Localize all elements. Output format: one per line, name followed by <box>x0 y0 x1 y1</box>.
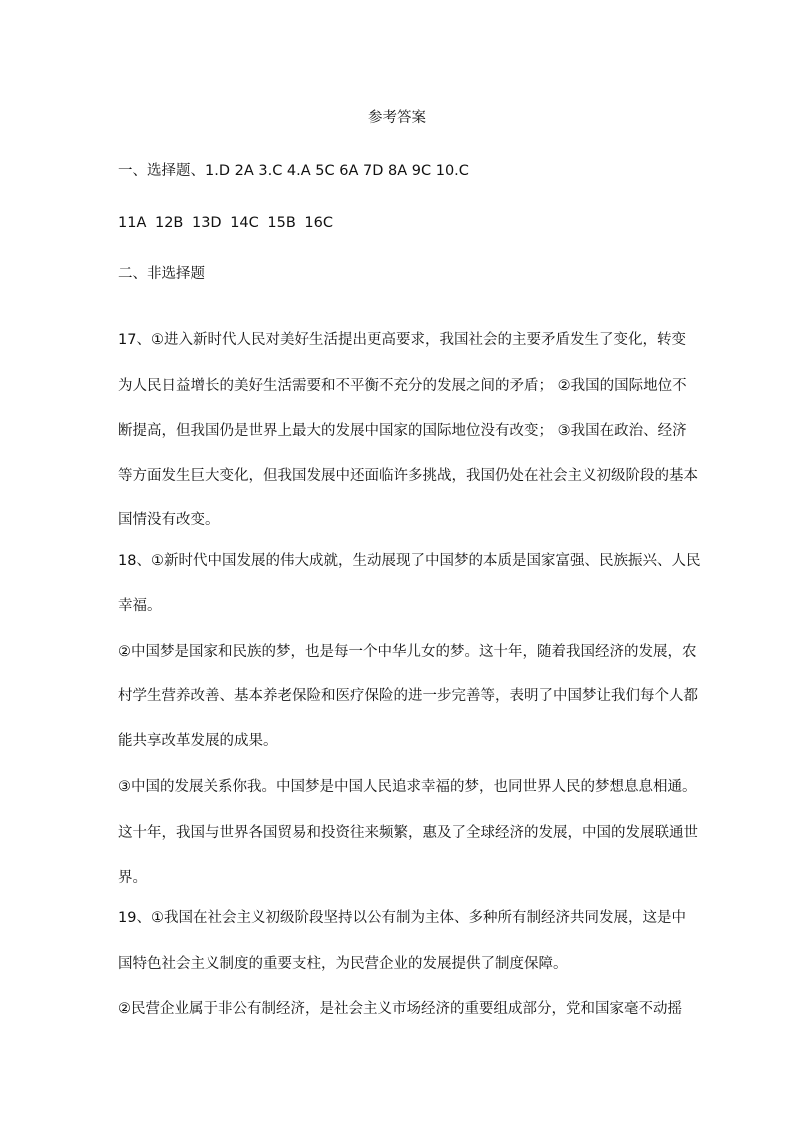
answer-19-line-3: ②民营企业属于非公有制经济，是社会主义市场经济的重要组成部分，党和国家毫不动摇 <box>118 1001 682 1017</box>
answer-18-line-1: 18、①新时代中国发展的伟大成就，生动展现了中国梦的本质是国家富强、民族振兴、人民 <box>118 553 701 569</box>
answer-19-line-1: 19、①我国在社会主义初级阶段坚持以公有制为主体、多种所有制经济共同发展，这是中 <box>118 910 686 926</box>
answer-17-line-3: 断提高，但我国仍是世界上最大的发展中国家的国际地位没有改变； ③我国在政治、经济 <box>118 423 687 439</box>
answer-18-line-6: ③中国的发展关系你我。中国梦是中国人民追求幸福的梦，也同世界人民的梦想息息相通。 <box>118 779 697 795</box>
answer-17-line-5: 国情没有改变。 <box>118 512 220 528</box>
answer-19-line-2: 国特色社会主义制度的重要支柱，为民营企业的发展提供了制度保障。 <box>118 956 568 972</box>
answer-18-line-3: ②中国梦是国家和民族的梦，也是每一个中华儿女的梦。这十年，随着我国经济的发展，农 <box>118 644 697 660</box>
section-heading-non-choice: 二、非选择题 <box>118 266 205 282</box>
answer-17-line-2: 为人民日益增长的美好生活需要和不平衡不充分的发展之间的矛盾； ②我国的国际地位不 <box>118 378 687 394</box>
choice-answers-line-1: 一、选择题、1.D 2A 3.C 4.A 5C 6A 7D 8A 9C 10.C <box>118 163 469 179</box>
answer-18-line-5: 能共享改革发展的成果。 <box>118 733 278 749</box>
answer-17-line-1: 17、①进入新时代人民对美好生活提出更高要求，我国社会的主要矛盾发生了变化，转变 <box>118 332 686 348</box>
answer-18-line-7: 这十年，我国与世界各国贸易和投资往来频繁，惠及了全球经济的发展，中国的发展联通世 <box>118 825 698 841</box>
answer-18-line-2: 幸福。 <box>118 598 162 614</box>
answer-18-line-8: 界。 <box>118 870 147 886</box>
answer-17-line-4: 等方面发生巨大变化，但我国发展中还面临许多挑战，我国仍处在社会主义初级阶段的基本 <box>118 468 698 484</box>
page-title: 参考答案 <box>368 110 426 126</box>
choice-answers-line-2: 11A 12B 13D 14C 15B 16C <box>118 215 333 231</box>
answer-18-line-4: 村学生营养改善、基本养老保险和医疗保险的进一步完善等，表明了中国梦让我们每个人都 <box>118 688 698 704</box>
